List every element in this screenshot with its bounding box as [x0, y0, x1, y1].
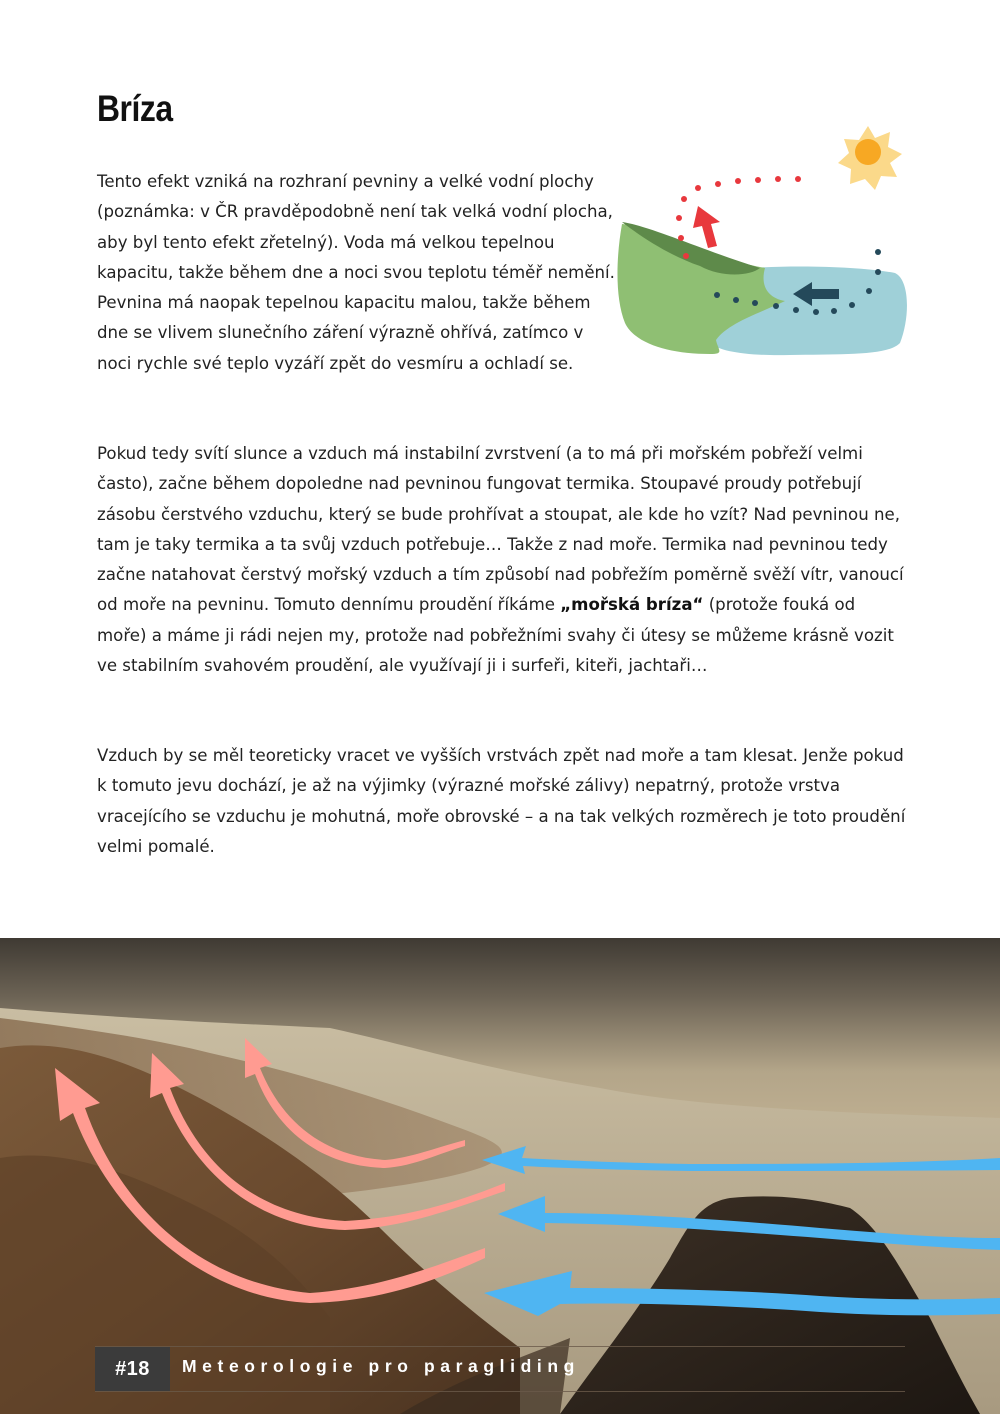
sea-breeze-diagram [610, 118, 910, 363]
page-title: Bríza [97, 88, 173, 129]
paragraph-sea-breeze-text-1: Pokud tedy svítí slunce a vzduch má instabilní zvrstvení (a to má při mořském pobřeží velmi často), začne během dopoledne nad pevninou fungovat termika. Stoupavé proudy potřebují zásobu čerstvého vzduchu, který se bude prohřívat a stoupat, ale kde ho vzít? Nad pevninou ne, tam je taky termika a ta svůj vzduch potřebuje… Takže z nad moře. Termika nad pevninou tedy začne natahovat čerstvý mořský vzduch a tím způsobí nad pobřežím poměrně svěží vítr, vanoucí od moře na pevninu. Tomuto dennímu proudění říkáme [97, 444, 904, 615]
footer-rule-top [95, 1346, 905, 1347]
paragraph-return-flow: Vzduch by se měl teoreticky vracet ve vyšších vrstvách zpět nad moře a tam klesat. Jenže pokud k tomuto jevu dochází, je až na výjimky (výrazné mořské zálivy) nepatrný, protože vrstva vracejícího se vzduchu je mohutná, moře obrovské – a na tak velkých rozměrech je toto proudění velmi pomalé. [97, 746, 906, 856]
coastal-flight-photo [0, 938, 1000, 1414]
paragraph-intro: Tento efekt vzniká na rozhraní pevniny a velké vodní plochy (poznámka: v ČR pravděpodobně není tak velká vodní plocha, aby byl tento efekt zřetelný). Voda má velkou tepelnou kapacitu, takže během dne a noci svou teplotu téměř nemění. Pevnina má naopak tepelnou kapacitu malou, takže během dne se vlivem slunečního záření výrazně ohřívá, zatímco v noci rychle své teplo vyzáří zpět do vesmíru a ochladí se. [97, 172, 615, 373]
page-number: #18 [95, 1347, 170, 1391]
paragraph-sea-breeze [97, 439, 907, 681]
rising-air-arrow-icon [693, 206, 720, 248]
sea-breeze-term: „mořská bríza“ [560, 595, 704, 615]
sun-icon [838, 126, 902, 190]
footer-rule-bottom [95, 1391, 905, 1392]
paragraph-sea-breeze-text-2: (protože fouká od moře) a máme ji rádi nejen my, protože nad pobřežními svahy či útesy se můžeme krásně vozit ve stabilním svahovém proudění, ale využívají ji i surfeři, kiteři, jachtaři… [97, 595, 894, 676]
footer-title: Meteorologie pro paragliding [182, 1356, 580, 1376]
